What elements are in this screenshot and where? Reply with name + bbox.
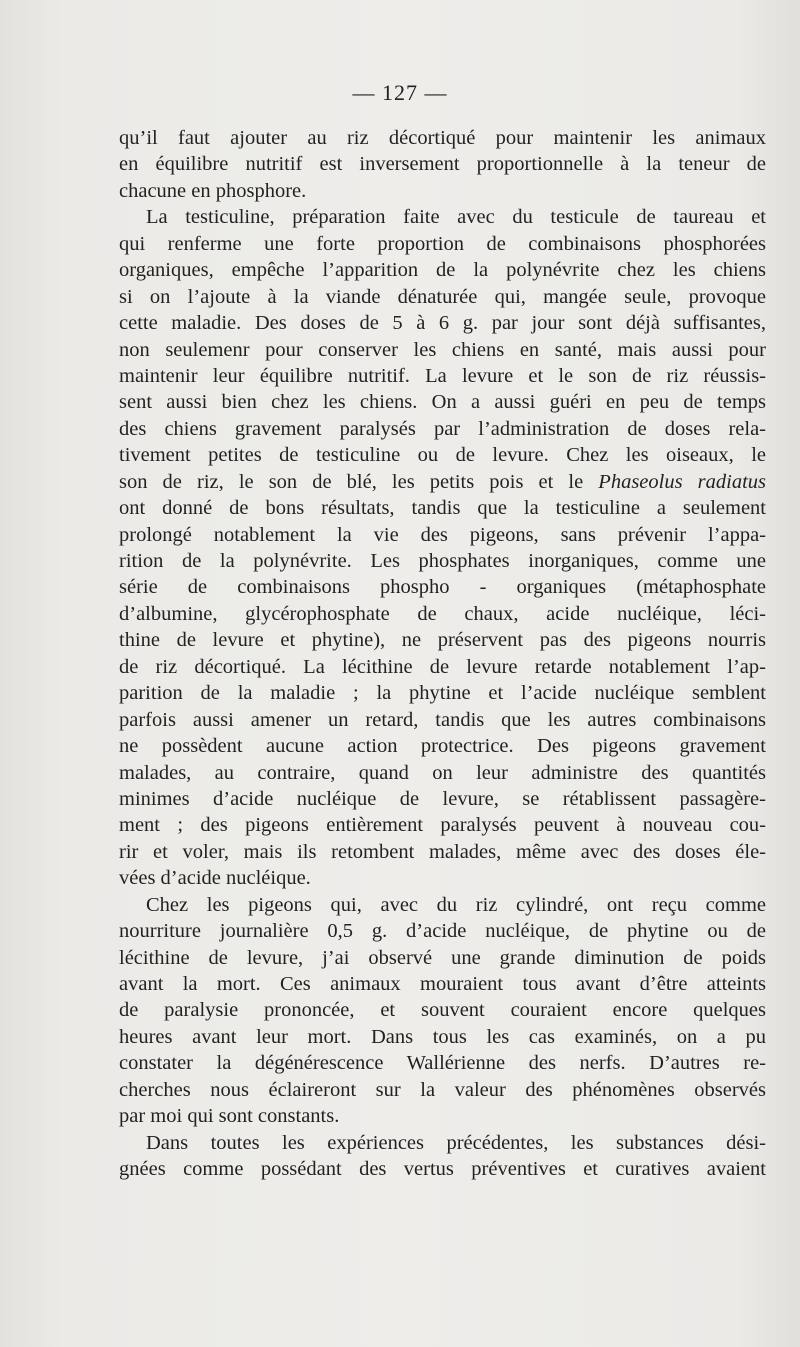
text-line: en équilibre nutritif est inversement proportionnelle à la teneur de (119, 153, 766, 176)
text-line: lécithine de levure, j’ai observé une grande diminution de poids (119, 946, 766, 969)
text-line: qui renferme une forte proportion de combinaisons phosphorées (119, 232, 766, 255)
text-line: minimes d’acide nucléique de levure, se rétablissent passagère- (119, 787, 766, 810)
text-line: ment ; des pigeons entièrement paralysés peuvent à nouveau cou- (119, 814, 766, 837)
text-line: des chiens gravement paralysés par l’administration de doses rela- (119, 417, 766, 440)
text-line: sent aussi bien chez les chiens. On a aussi guéri en peu de temps (119, 391, 766, 414)
text-line: cette maladie. Des doses de 5 à 6 g. par jour sont déjà suffisantes, (119, 312, 766, 335)
text-line: si on l’ajoute à la viande dénaturée qui, mangée seule, provoque (119, 285, 766, 308)
text-line: constater la dégénérescence Wallérienne des nerfs. D’autres re- (119, 1052, 766, 1075)
text-line: avant la mort. Ces animaux mouraient tous avant d’être atteints (119, 973, 766, 995)
text-line: Chez les pigeons qui, avec du riz cylindré, ont reçu comme (146, 893, 766, 916)
text-line: d’albumine, glycérophosphate de chaux, acide nucléique, léci- (119, 602, 766, 625)
text-line: par moi qui sont constants. (119, 1105, 340, 1128)
body-text (119, 125, 766, 1183)
text-line: non seulemenr pour conserver les chiens en santé, mais aussi pour (119, 338, 766, 361)
text-line: thine de levure et phytine), ne préservent pas des pigeons nourris (119, 629, 766, 652)
text-line: parfois aussi amener un retard, tandis que les autres combinaisons (119, 708, 766, 731)
text-line: chacune en phosphore. (119, 179, 307, 202)
text-line: prolongé notablement la vie des pigeons, sans prévenir l’appa- (119, 523, 766, 546)
text-line: de riz décortiqué. La lécithine de levure retarde notablement l’ap- (119, 655, 766, 678)
text-line: série de combinaisons phospho - organiques (métaphosphate (119, 576, 766, 599)
text-line: La testiculine, préparation faite avec du testicule de taureau et (146, 206, 766, 229)
text-line: organiques, empêche l’apparition de la polynévrite chez les chiens (119, 259, 766, 282)
text-line: cherches nous éclaireront sur la valeur des phénomènes observés (119, 1078, 766, 1101)
text-line: ont donné de bons résultats, tandis que la testiculine a seulement (119, 497, 766, 520)
text-line: Dans toutes les expériences précédentes, les substances dési- (146, 1131, 766, 1154)
text-line: rition de la polynévrite. Les phosphates inorganiques, comme une (119, 550, 766, 572)
text-line: malades, au contraire, quand on leur administre des quantités (119, 761, 766, 784)
text-line: parition de la maladie ; la phytine et l’acide nucléique semblent (119, 682, 766, 705)
text-line: ne possèdent aucune action protectrice. Des pigeons gravement (119, 735, 766, 758)
text-line: rir et voler, mais ils retombent malades, même avec des doses éle- (119, 840, 766, 863)
text-line: vées d’acide nucléique. (119, 867, 311, 890)
text-line: tivement petites de testiculine ou de levure. Chez les oiseaux, le (119, 444, 766, 467)
page-number: — 127 — (352, 80, 448, 105)
text-line: nourriture journalière 0,5 g. d’acide nucléique, de phytine ou de (119, 920, 766, 943)
text-line: de paralysie prononcée, et souvent couraient encore quelques (119, 999, 766, 1022)
text-line: gnées comme possédant des vertus préventives et curatives avaient (119, 1158, 766, 1181)
text-line: son de riz, le son de blé, les petits pois et le Phaseolus radiatus (119, 470, 766, 493)
text-line: heures avant leur mort. Dans tous les cas examinés, on a pu (119, 1025, 766, 1048)
species-name: Phaseolus radiatus (598, 470, 766, 493)
text-line: qu’il faut ajouter au riz décortiqué pour maintenir les animaux (119, 127, 766, 149)
text-line: maintenir leur équilibre nutritif. La levure et le son de riz réussis- (119, 364, 766, 387)
